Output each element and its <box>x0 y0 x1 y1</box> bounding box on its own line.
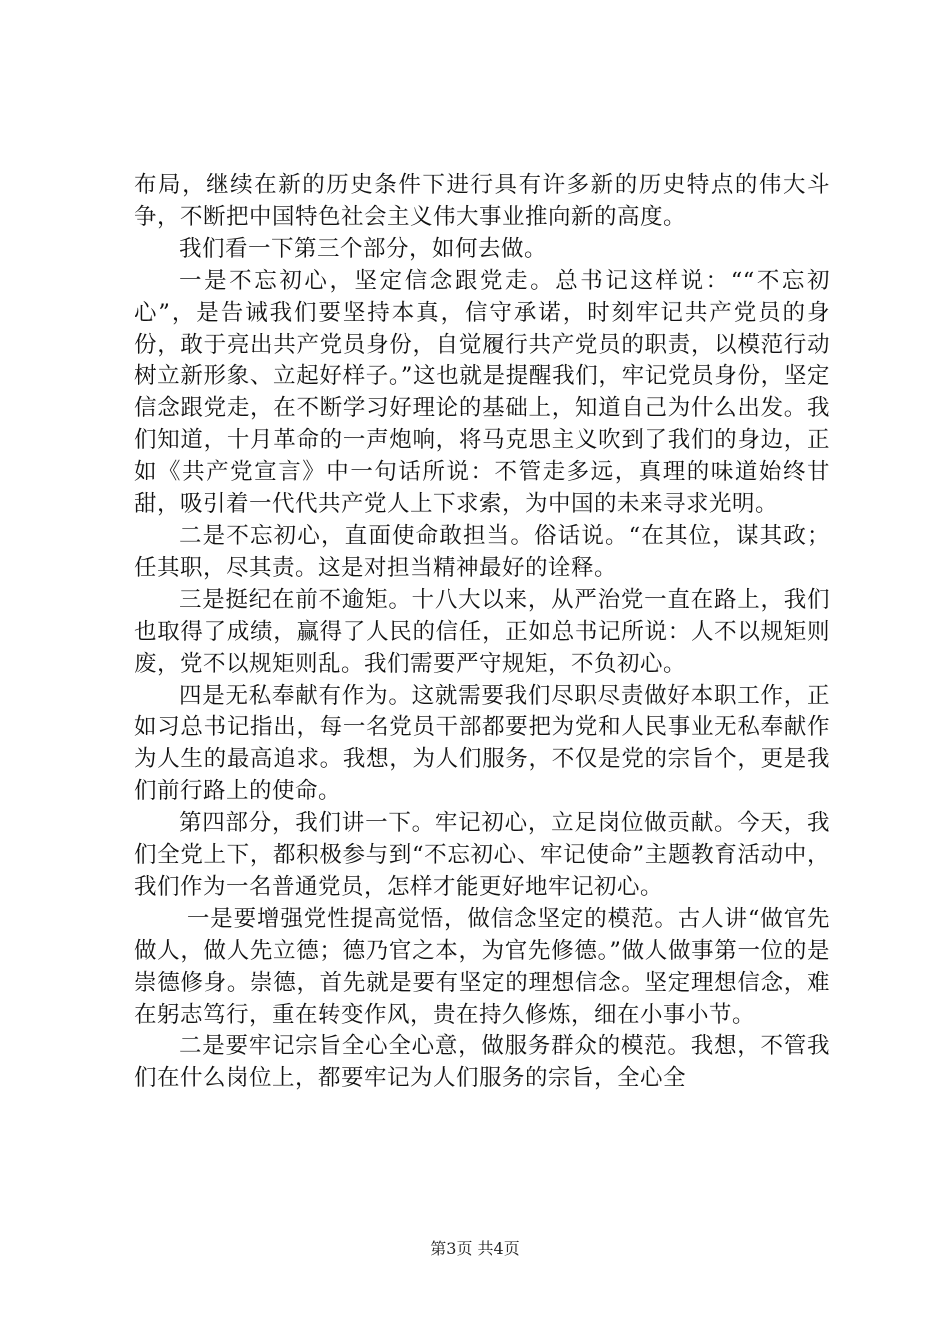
paragraph-9: 二是要牢记宗旨全心全心意，做服务群众的模范。我想，不管我们在什么岗位上，都要牢记为人们服务的宗旨，全心全 <box>134 1033 830 1092</box>
paragraph-1: 布局，继续在新的历史条件下进行具有许多新的历史特点的伟大斗争，不断把中国特色社会主义伟大事业推向新的高度。 <box>134 172 830 230</box>
paragraph-8: 一是要增强党性提高觉悟，做信念坚定的模范。古人讲“做官先做人，做人先立德；德乃官之本，为官先修德。”做人做事第一位的是崇德修身。崇德，首先就是要有坚定的理想信念。坚定理想信念，难在躬志笃行，重在转变作风，贵在持久修炼，细在小事小节。 <box>134 905 830 1028</box>
paragraph-4: 二是不忘初心，直面使命敢担当。俗话说。“在其位，谋其政；任其职，尽其责。这是对担当精神最好的诠释。 <box>134 522 830 581</box>
paragraph-2: 我们看一下第三个部分，如何去做。 <box>179 235 548 262</box>
paragraph-7: 第四部分，我们讲一下。牢记初心，立足岗位做贡献。今天，我们全党上下，都积极参与到“不忘初心、牢记使命”主题教育活动中，我们作为一名普通党员，怎样才能更好地牢记初心。 <box>134 810 830 900</box>
paragraph-3: 一是不忘初心，坚定信念跟党走。总书记这样说：““不忘初心”，是告诫我们要坚持本真，信守承诺，时刻牢记共产党员的身份，敢于亮出共产党员身份，自觉履行共产党员的职责，以模范行动树立新形象、立起好样子。”这也就是提醒我们，牢记党员身份，坚定信念跟党走，在不断学习好理论的基础上，知道自己为什么出发。我们知道，十月革命的一声炮响，将马克思主义吹到了我们的身边，正如《共产党宣言》中一句话所说：不管走多远，真理的味道始终甘甜，吸引着一代代共产党人上下求索，为中国的未来寻求光明。 <box>134 267 830 518</box>
paragraph-5: 三是挺纪在前不逾矩。十八大以来，从严治党一直在路上，我们也取得了成绩，赢得了人民的信任，正如总书记所说：人不以规矩则废，党不以规矩则乱。我们需要严守规矩，不负初心。 <box>134 586 830 677</box>
page-footer: 第3页 共4页 <box>430 1239 520 1258</box>
paragraph-6: 四是无私奉献有作为。这就需要我们尽职尽责做好本职工作，正如习总书记指出，每一名党员干部都要把为党和人民事业无私奉献作为人生的最高追求。我想，为人们服务，不仅是党的宗旨个，更是我们前行路上的使命。 <box>134 682 830 805</box>
document-body <box>134 170 830 1095</box>
